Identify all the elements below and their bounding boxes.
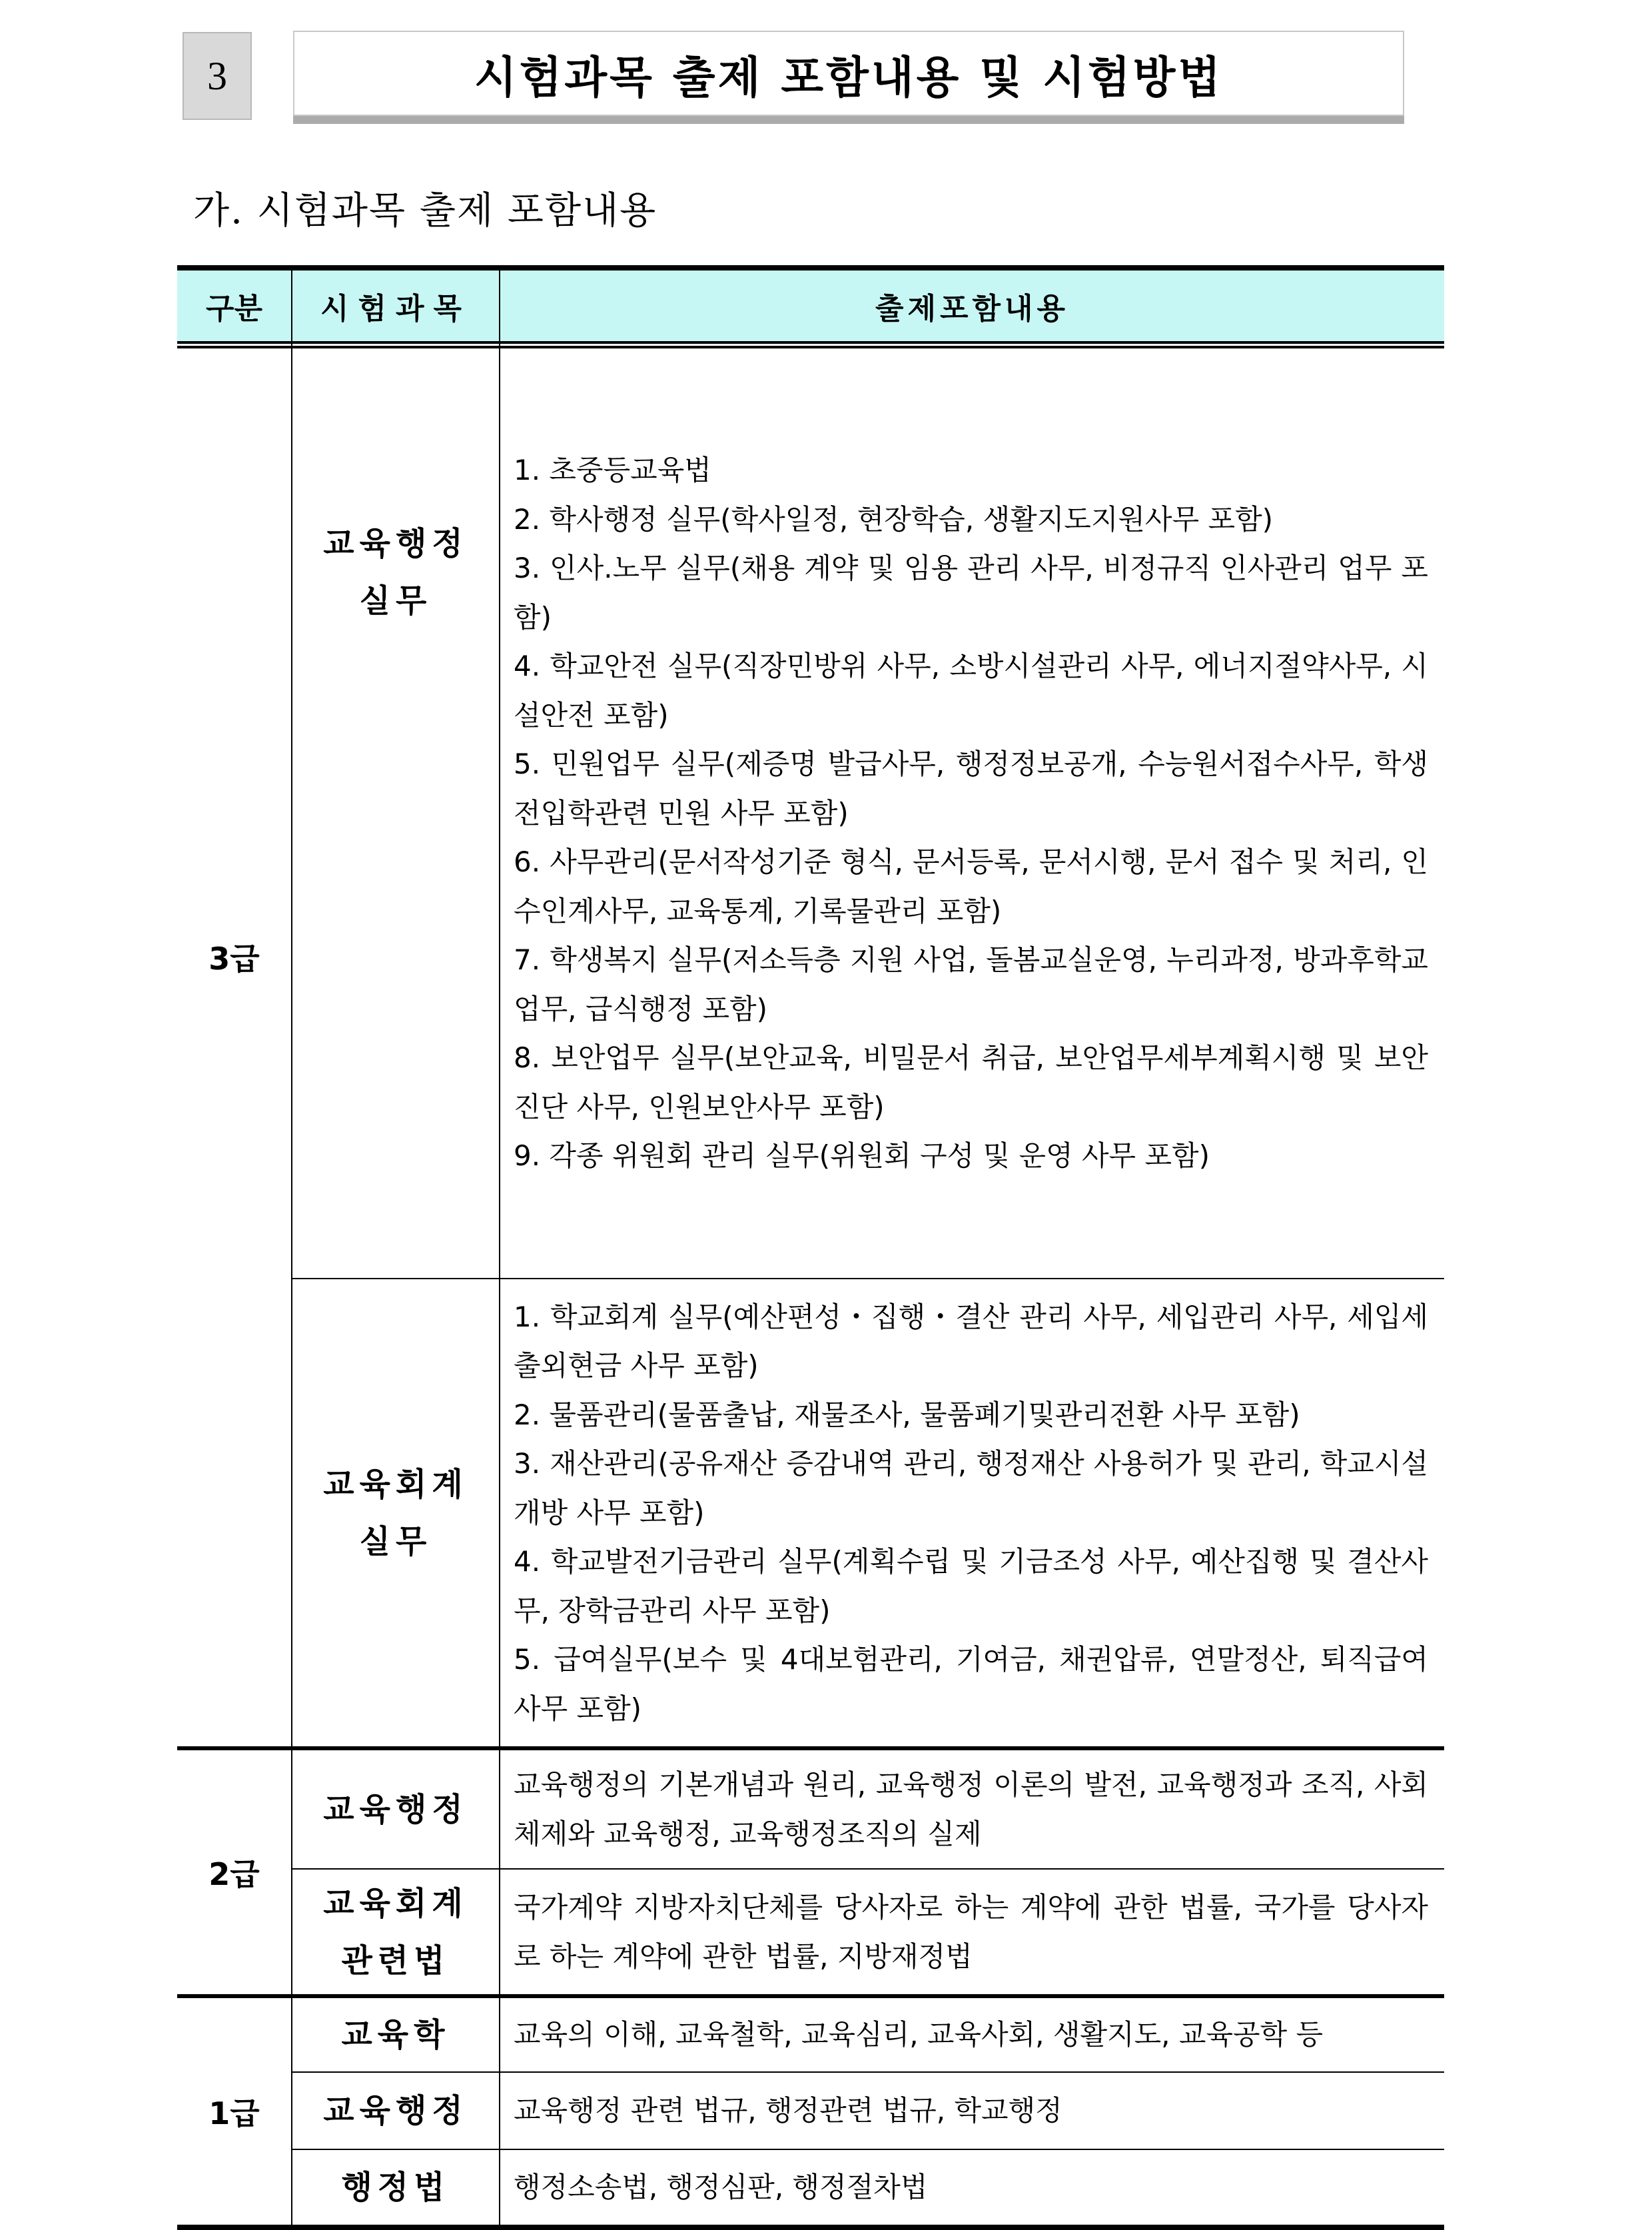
content-cell bbox=[500, 2149, 1444, 2227]
content-item: 6. 사무관리(문서작성기준 형식, 문서등록, 문서시행, 문서 접수 및 처리, 인수인계사무, 교육통계, 기록물관리 포함) bbox=[514, 845, 1428, 927]
content-cell bbox=[500, 1996, 1444, 2072]
content-item: 3. 재산관리(공유재산 증감내역 관리, 행정재산 사용허가 및 관리, 학교시설개방 사무 포함) bbox=[514, 1447, 1428, 1529]
subject-name-line: 교육회계 bbox=[323, 1465, 468, 1503]
content-item: 5. 민원업무 실무(제증명 발급사무, 행정정보공개, 수능원서접수사무, 학생전입학관련 민원 사무 포함) bbox=[514, 748, 1428, 830]
table-row bbox=[177, 347, 1444, 1279]
grade-cell: 1급 bbox=[177, 1996, 292, 2227]
subject-name-line: 실무 bbox=[359, 582, 432, 620]
subject-name-line: 교육행정 bbox=[323, 2092, 468, 2129]
content-item: 2. 학사행정 실무(학사일정, 현장학습, 생활지도지원사무 포함) bbox=[514, 502, 1274, 536]
content-item: 2. 물품관리(물품출납, 재물조사, 물품폐기및관리전환 사무 포함) bbox=[514, 1398, 1300, 1431]
content-item: 교육행정의 기본개념과 원리, 교육행정 이론의 발전, 교육행정과 조직, 사회체제와 교육행정, 교육행정조직의 실제 bbox=[514, 1768, 1428, 1850]
content-item: 5. 급여실무(보수 및 4대보험관리, 기여금, 채권압류, 연말정산, 퇴직급여 사무 포함) bbox=[514, 1643, 1428, 1725]
content-item: 8. 보안업무 실무(보안교육, 비밀문서 취급, 보안업무세부계획시행 및 보안진단 사무, 인원보안사무 포함) bbox=[514, 1041, 1428, 1123]
header-content: 출제포함내용 bbox=[500, 268, 1444, 342]
content-cell bbox=[500, 1869, 1444, 1996]
subject-cell bbox=[292, 1748, 500, 1869]
content-item: 국가계약 지방자치단체를 당사자로 하는 계약에 관한 법률, 국가를 당사자로 하는 계약에 관한 법률, 지방재정법 bbox=[514, 1891, 1428, 1973]
table-row bbox=[177, 2149, 1444, 2227]
subject-cell bbox=[292, 2072, 500, 2149]
subject-cell bbox=[292, 1869, 500, 1996]
table-row bbox=[177, 2072, 1444, 2149]
title-underline-bar bbox=[293, 116, 1404, 124]
subject-cell bbox=[292, 1279, 500, 1748]
content-item: 1. 초중등교육법 bbox=[514, 454, 711, 487]
subject-name-line: 교육회계 bbox=[323, 1884, 468, 1922]
content-item: 4. 학교발전기금관리 실무(계획수립 및 기금조성 사무, 예산집행 및 결산사무, 장학금관리 사무 포함) bbox=[514, 1545, 1428, 1627]
subject-name-line: 교육학 bbox=[341, 2016, 450, 2053]
table-row bbox=[177, 1279, 1444, 1748]
subject-cell bbox=[292, 1996, 500, 2072]
content-item: 행정소송법, 행정심판, 행정절차법 bbox=[514, 2171, 928, 2204]
subsection-title: 가. 시험과목 출제 포함내용 bbox=[193, 189, 657, 233]
content-cell bbox=[500, 1748, 1444, 1869]
subject-name-line: 행정법 bbox=[341, 2169, 450, 2206]
table-row bbox=[177, 1869, 1444, 1996]
table-row bbox=[177, 1748, 1444, 1869]
content-item: 9. 각종 위원회 관리 실무(위원회 구성 및 운영 사무 포함) bbox=[514, 1139, 1210, 1173]
subject-name-line: 관련법 bbox=[341, 1942, 450, 1979]
content-cell bbox=[500, 1279, 1444, 1748]
subject-name-line: 실무 bbox=[359, 1522, 432, 1560]
subject-name-line: 교육행정 bbox=[323, 525, 468, 562]
section-title: 시험과목 출제 포함내용 및 시험방법 bbox=[293, 31, 1404, 116]
grade-cell: 3급 bbox=[208, 941, 260, 977]
content-item: 4. 학교안전 실무(직장민방위 사무, 소방시설관리 사무, 에너지절약사무, 시설안전 포함) bbox=[514, 650, 1428, 732]
content-item: 1. 학교회계 실무(예산편성・집행・결산 관리 사무, 세입관리 사무, 세입세출외현금 사무 포함) bbox=[514, 1300, 1428, 1383]
header-grade: 구분 bbox=[177, 268, 292, 342]
table-body bbox=[177, 347, 1444, 2227]
table-header-row bbox=[177, 268, 1444, 342]
section-number-box: 3 bbox=[183, 32, 252, 120]
subject-name-line: 교육행정 bbox=[323, 1790, 468, 1828]
exam-subjects-table bbox=[177, 265, 1444, 2230]
subject-cell bbox=[292, 2149, 500, 2227]
subject-cell bbox=[292, 347, 500, 1279]
header-double-rule bbox=[177, 342, 1444, 347]
grade-cell: 2급 bbox=[177, 1748, 292, 1996]
content-cell bbox=[500, 2072, 1444, 2149]
content-item: 7. 학생복지 실무(저소득층 지원 사업, 돌봄교실운영, 누리과정, 방과후학교업무, 급식행정 포함) bbox=[514, 943, 1428, 1025]
header-subject: 시험과목 bbox=[292, 268, 500, 342]
content-cell bbox=[500, 347, 1444, 1279]
table-row bbox=[177, 1996, 1444, 2072]
content-item: 교육의 이해, 교육철학, 교육심리, 교육사회, 생활지도, 교육공학 등 bbox=[514, 2018, 1324, 2051]
content-item: 교육행정 관련 법규, 행정관련 법규, 학교행정 bbox=[514, 2094, 1062, 2127]
content-item: 3. 인사.노무 실무(채용 계약 및 임용 관리 사무, 비정규직 인사관리 업무 포함) bbox=[514, 552, 1428, 634]
